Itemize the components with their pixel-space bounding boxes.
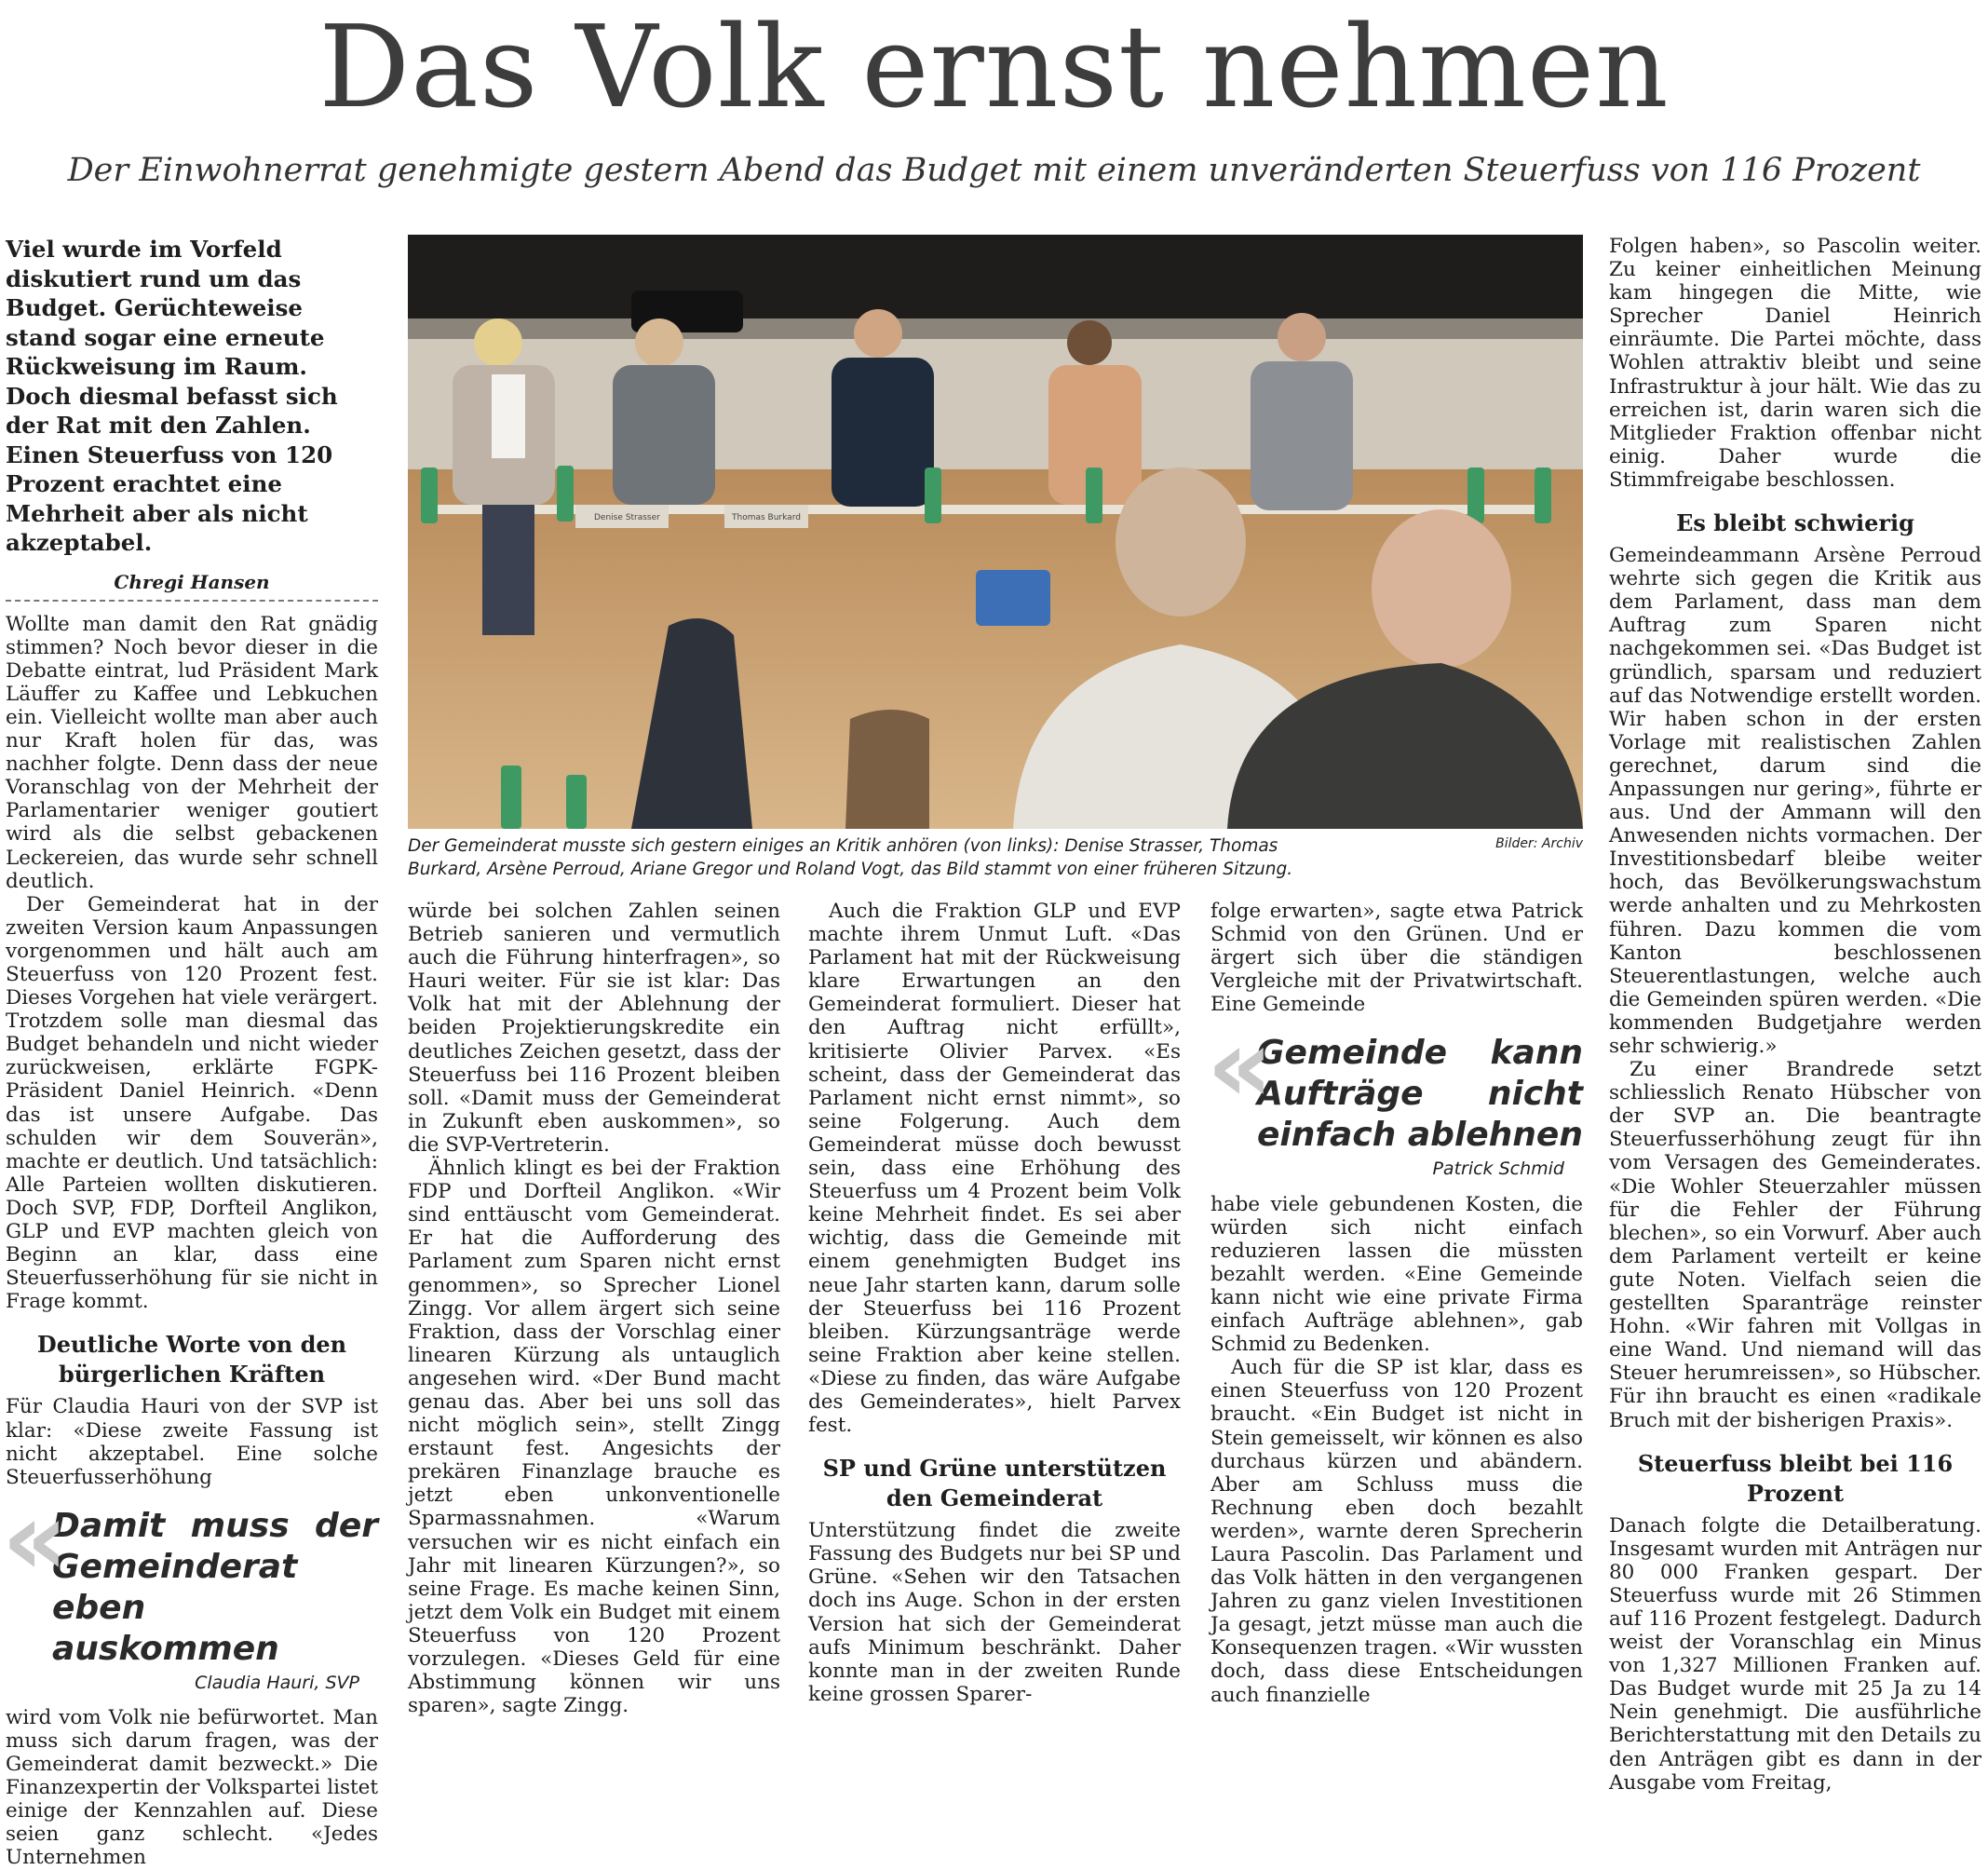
paragraph: Gemeindeammann Arsène Perroud wehrte sich gegen die Kritik aus dem Parlament, dass man dem Auftrag zum Sparen nicht nachgekommen sei. «Das Budget ist gründlich, sparsam und reduziert auf das Notwendige erstellt worden. Wir haben schon in der ersten Vorlage mit realistischen Zahlen gerechnet, darum sind die Anpassungen nur gering», führte er aus. Und der Ammann will den Anwesenden nichts vormachen. Der Investitionsbedarf bleibe weiter hoch, das Bevölkerungswachstum werde anhalten und zu Mehrkosten führen. Dazu kommen die vom Kanton beschlossenen Steuerentlastungen, welche auch die Gemeinden spüren werden. «Die kommenden Budgetjahre werden sehr schwierig.» bbox=[1609, 544, 1981, 1058]
subheading: Deutliche Worte von den bürgerlichen Kräften bbox=[36, 1331, 347, 1389]
name-card: Denise Strasser bbox=[594, 513, 660, 522]
headline: Das Volk ernst nehmen bbox=[318, 1, 1670, 133]
article-photo bbox=[408, 235, 1583, 829]
column-1 bbox=[2, 235, 378, 1870]
pull-quote bbox=[1207, 1006, 1583, 1181]
pull-quote-attribution: Claudia Hauri, SVP bbox=[195, 1672, 359, 1693]
paragraph: wird vom Volk nie befürwortet. Man muss sich darum fragen, was der Gemeinderat damit bezweckt.» Die Finanzexpertin der Volkspartei listet einige der Kennzahlen auf. Diese seien ganz schlecht. «Jedes Unternehmen bbox=[6, 1705, 378, 1870]
author-byline: Chregi Hansen bbox=[6, 571, 378, 602]
paragraph: habe viele gebundenen Kosten, die würden sich nicht einfach reduzieren lassen die müssten bezahlt werden. «Eine Gemeinde kann nicht wie eine private Firma einfach Aufträge ablehnen», gab Schmid zu Bedenken. bbox=[1210, 1192, 1583, 1357]
pull-quote bbox=[2, 1478, 378, 1695]
paragraph: würde bei solchen Zahlen seinen Betrieb sanieren und vermutlich auch die Führung hinterfragen», so Hauri weiter. Für sie ist klar: Das Volk hat mit der Ablehnung der beiden Projektierungskredite ein deutliches Zeichen gesetzt, dass der Steuerfuss bei 116 Prozent bleiben soll. «Damit muss der Gemeinderat in Zukunft eben auskommen», so die SVP-Vertreterin. bbox=[408, 900, 780, 1157]
paragraph: folge erwarten», sagte etwa Patrick Schmid von den Grünen. Und er ärgert sich über die ständigen Vergleiche mit der Privatwirtschaft. Eine Gemeinde bbox=[1210, 900, 1583, 1017]
paragraph: Folgen haben», so Pascolin weiter. Zu keiner einheitlichen Meinung kam hingegen die Mitte, wie Sprecher Daniel Heinrich einräumte. Die Partei möchte, dass Wohlen attraktiv bleibt und seine Infrastruktur à jour hält. Wie das zu erreichen ist, darin waren sich die Mitglieder Fraktion offenbar nicht einig. Daher wurde die Stimmfreigabe beschlossen. bbox=[1609, 235, 1981, 492]
column-2 bbox=[408, 900, 780, 1717]
pull-quote-attribution: Patrick Schmid bbox=[1432, 1159, 1564, 1180]
subtitle: Der Einwohnerrat genehmigte gestern Abend das Budget mit einem unveränderten Steuerfuss von 116 Prozent bbox=[67, 152, 1921, 189]
subheading: SP und Grüne unterstützen den Gemeinderat bbox=[822, 1455, 1167, 1512]
photo-credit: Bilder: Archiv bbox=[1495, 836, 1583, 851]
quote-mark-icon: « bbox=[1207, 1006, 1274, 1126]
paragraph: Der Gemeinderat hat in der zweiten Version kaum Anpassungen vorgenommen und hält auch am Steuerfuss von 120 Prozent fest. Dieses Vorgehen hat viele verärgert. Trotzdem solle man diesmal das Budget behandeln und nicht wieder zurückweisen, erklärte FGPK-Präsident Daniel Heinrich. «Denn das ist unsere Aufgabe. Das schulden wir dem Souverän», machte er deutlich. Und tatsächlich: Alle Parteien wollten diskutieren. Doch SVP, FDP, Dorfteil Anglikon, GLP und EVP machten gleich von Beginn an klar, dass eine Steuerfusserhöhung für sie nicht in Frage kommt. bbox=[6, 892, 378, 1314]
paragraph: Wollte man damit den Rat gnädig stimmen? Noch bevor dieser in die Debatte eintrat, lud Präsident Mark Läuffer zu Kaffee und Lebkuchen ein. Vielleicht wollte man aber auch nur Kraft holen für das, was nachher folgte. Denn dass der neue Voranschlag von der Mehrheit der Parlamentarier weniger goutiert wird als die selbst gebackenen Leckereien, das wurde sehr schnell deutlich. bbox=[6, 612, 378, 893]
paragraph: Danach folgte die Detailberatung. Insgesamt wurden mit Anträgen nur 80 000 Franken gespart. Der Steuerfuss wurde mit 26 Stimmen auf 116 Prozent festgelegt. Dadurch weist der Voranschlag ein Minus von 1,327 Millionen Franken auf. Das Budget wurde mit 25 Ja zu 14 Nein genehmigt. Die ausführliche Berichterstattung mit den Details zu den Anträgen gibt es dann in der Ausgabe vom Freitag, bbox=[1609, 1513, 1981, 1795]
paragraph: Für Claudia Hauri von der SVP ist klar: «Diese zweite Fassung ist nicht akzeptabel. Eine solche Steuerfusserhöhung bbox=[6, 1395, 378, 1489]
quote-mark-icon: « bbox=[2, 1478, 69, 1598]
column-3 bbox=[808, 900, 1181, 1706]
paragraph: Auch für die SP ist klar, dass es einen Steuerfuss von 120 Prozent braucht. «Ein Budget ist nicht in Stein gemeisselt, wir können es also durchaus kürzen und abändern. Aber am Schluss muss die Rechnung eben doch bezahlt werden», warnte deren Sprecherin Laura Pascolin. Das Parlament und das Volk hätten in den vergangenen Jahren zu ganz vielen Investitionen Ja gesagt, jetzt müsse man auch die Konsequenzen tragen. «Wir wussten doch, dass diese Entscheidungen auch finanzielle bbox=[1210, 1356, 1583, 1707]
council-meeting-image bbox=[408, 235, 1583, 829]
photo-caption: Der Gemeinderat musste sich gestern einiges an Kritik anhören (von links): Denise Strasser, Thomas Burkard, Arsène Perroud, Ariane Gregor und Roland Vogt, das Bild stammt von einer früheren Sitzung. bbox=[408, 836, 1293, 879]
paragraph: Ähnlich klingt es bei der Fraktion FDP und Dorfteil Anglikon. «Wir sind enttäuscht vom Gemeinderat. Er hat die Aufforderung des Parlament zum Sparen nicht ernst genommen», so Sprecher Lionel Zingg. Vor allem ärgert sich seine Fraktion, dass der Vorschlag einer linearen Kürzung als untauglich angesehen wird. «Der Bund macht genau das. Aber bei uns soll das nicht möglich sein», stellt Zingg erstaunt fest. Angesichts der prekären Finanzlage brauche es jetzt eben unkonventionelle Sparmassnahmen. «Warum versuchen wir es nicht einfach ein Jahr mit linearen Kürzungen?», so seine Frage. Es mache keinen Sinn, jetzt dem Volk ein Budget mit einem Steuerfuss von 120 Prozent vorzulegen. «Dieses Geld für eine Abstimmung können wir uns sparen», sagte Zingg. bbox=[408, 1157, 780, 1718]
pull-quote-text: Gemeinde kann Aufträge nicht einfach ablehnen bbox=[1257, 1034, 1583, 1155]
pull-quote-text: Damit muss der Gemeinderat eben auskommen bbox=[52, 1506, 378, 1668]
subheading: Steuerfuss bleibt bei 116 Prozent bbox=[1637, 1449, 1954, 1507]
column-5 bbox=[1609, 235, 1981, 1795]
subheading: Es bleibt schwierig bbox=[1676, 509, 1914, 537]
name-card: Thomas Burkard bbox=[732, 513, 801, 522]
lead-text: Viel wurde im Vorfeld diskutiert rund um das Budget. Gerüchteweise stand sogar eine erneute Rückweisung im Raum. Doch diesmal befasst sich der Rat mit den Zahlen. Einen Steuerfuss von 120 Prozent erachtet eine Mehrheit aber als nicht akzeptabel. bbox=[6, 236, 338, 556]
column-4 bbox=[1207, 900, 1583, 1707]
paragraph: Auch die Fraktion GLP und EVP machte ihrem Unmut Luft. «Das Parlament hat mit der Rückweisung klare Erwartungen an den Gemeinderat formuliert. Dieser hat den Auftrag nicht erfüllt», kritisierte Olivier Parvex. «Es scheint, dass der Gemeinderat das Parlament nicht ernst nimmt», so seine Folgerung. Auch dem Gemeinderat müsse doch bewusst sein, dass eine Erhöhung des Steuerfuss um 4 Prozent beim Volk keine Mehrheit findet. Es sei aber wichtig, dass die Gemeinde mit einem genehmigten Budget ins neue Jahr starten kann, darum solle der Steuerfuss bei 116 Prozent bleiben. Kürzungsanträge werde seine Fraktion aber keine stellen. «Diese zu finden, das wäre Aufgabe des Gemeinderates», hielt Parvex fest. bbox=[808, 900, 1181, 1438]
paragraph: Unterstützung findet die zweite Fassung des Budgets nur bei SP und Grüne. «Sehen wir den Tatsachen doch ins Auge. Schon in der ersten Version hat sich der Gemeinderat aufs Minimum beschränkt. Daher konnte man in der zweiten Runde keine grossen Sparer- bbox=[808, 1519, 1181, 1706]
paragraph: Zu einer Brandrede setzt schliesslich Renato Hübscher von der SVP an. Die beantragte Steuerfusserhöhung zeugt für ihn vom Versagen des Gemeinderates. «Die Wohler Steuerzahler müssen für die Fehler der Führung blechen», so ein Vorwurf. Aber auch dem Parlament verteilt er keine gute Noten. Vielfach seien die gestellten Sparanträge reinster Hohn. «Wir fahren mit Vollgas in eine Wand. Und niemand will das Steuer herumreissen», so Hübscher. Für ihn braucht es einen «radikale Bruch mit der bisherigen Praxis». bbox=[1609, 1058, 1981, 1432]
